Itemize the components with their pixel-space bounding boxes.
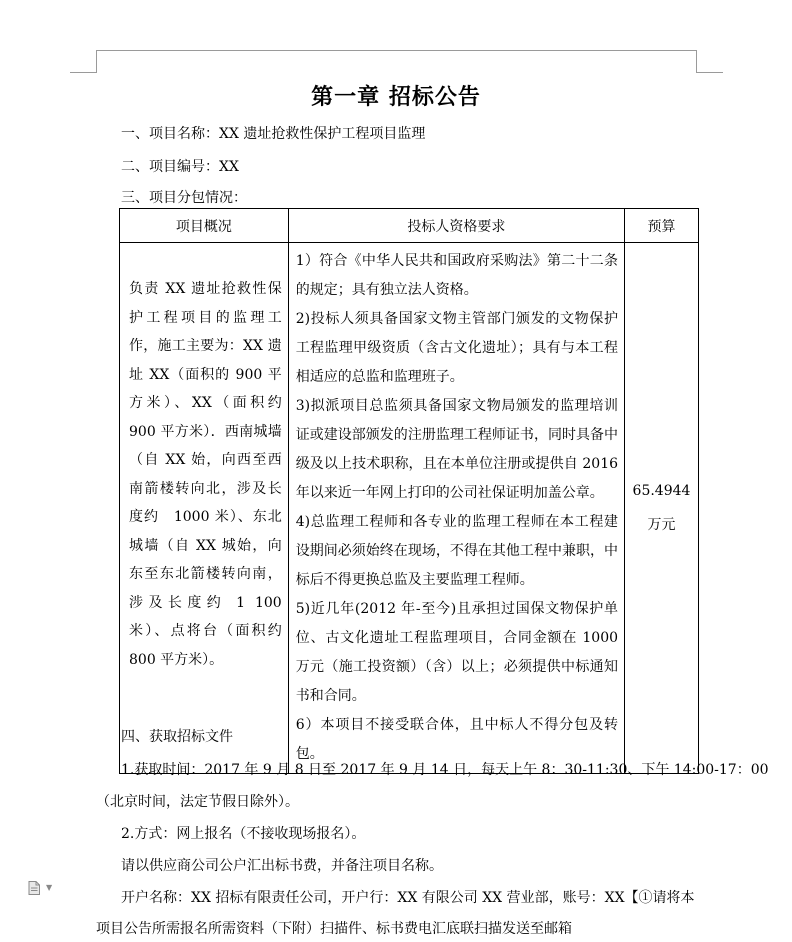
requirement-item: 1）符合《中华人民共和国政府采购法》第二十二条的规定；具有独立法人资格。: [295, 253, 619, 298]
bank-account-line2: 项目公告所需报名所需资料（下附）扫描件、标书费电汇底联扫描发送至邮箱: [96, 921, 572, 937]
table-row: [120, 243, 699, 774]
requirement-item: 6）本项目不接受联合体，且中标人不得分包及转包。: [295, 717, 619, 762]
overview-cell: 负责 XX 遗址抢救性保护工程项目的监理工作，施工主要为：XX 遗址 XX（面积的 900 平方米）、XX（面积约 900 平方米）．西南城墙（自 XX 始，向西至西南箭楼转向北，涉及长度约 1000 米）、东北城墙（自 XX 城始，向东至东北箭楼转向南，涉及长度约 1 100 米）、点将台（面积约 800 平方米）。: [120, 243, 289, 774]
project-number-line: 二、项目编号：XX: [121, 159, 239, 175]
chevron-down-icon[interactable]: ▼: [46, 883, 53, 892]
obtain-time-line2: （北京时间，法定节假日除外）。: [96, 794, 299, 810]
page-corner-mark-right: [696, 50, 723, 73]
header-budget: 预算: [625, 209, 699, 243]
requirement-item: 2)投标人须具备国家文物主管部门颁发的文物保护工程监理甲级资质（含古文化遗址）；具有与本工程相适应的总监和监理班子。: [295, 311, 619, 385]
requirement-item: 4)总监理工程师和各专业的监理工程师在本工程建设期间必须始终在现场，不得在其他工程中兼职，中标后不得更换总监及主要监理工程师。: [295, 514, 619, 588]
page-header-rule: [96, 50, 696, 51]
header-overview: 项目概况: [120, 209, 289, 243]
project-name-line: 一、项目名称：XX 遗址抢救性保护工程项目监理: [121, 126, 426, 142]
budget-unit: 万元: [647, 517, 676, 533]
method-line: 2.方式：网上报名（不接收现场报名）。: [121, 826, 366, 842]
subpackage-table: [119, 208, 699, 774]
page-corner-mark-left: [70, 50, 97, 73]
subpackage-heading: 三、项目分包情况：: [121, 190, 247, 206]
obtain-time-line1: 1.获取时间：2017 年 9 月 8 日至 2017 年 9 月 14 日，每天上午 8：30-11:30、下午 14:00-17：00: [121, 762, 769, 778]
table-header-row: [120, 209, 699, 243]
requirements-cell: [288, 243, 624, 774]
bank-account-line1: 开户名称：XX 招标有限责任公司，开户行：XX 有限公司 XX 营业部，账号：XX【①请将本: [121, 890, 695, 906]
header-requirements: 投标人资格要求: [288, 209, 624, 243]
budget-cell: [625, 243, 699, 774]
requirement-item: 5)近几年(2012 年-至今)且承担过国保文物保护单位、古文化遗址工程监理项目，合同金额在 1000 万元（施工投资额）（含）以上；必须提供中标通知书和合同。: [295, 601, 619, 704]
fee-note-line: 请以供应商公司公户汇出标书费，并备注项目名称。: [121, 858, 443, 874]
obtain-docs-heading: 四、获取招标文件: [121, 729, 233, 745]
budget-value: 65.4944: [632, 483, 691, 499]
chapter-title: 第一章 招标公告: [311, 84, 481, 110]
document-icon[interactable]: [28, 881, 40, 895]
requirement-item: 3)拟派项目总监须具备国家文物局颁发的监理培训证或建设部颁发的注册监理工程师证书，同时具备中级及以上技术职称，且在本单位注册或提供自 2016 年以来近一年网上打印的公司社保证明加盖公章。: [295, 398, 619, 501]
